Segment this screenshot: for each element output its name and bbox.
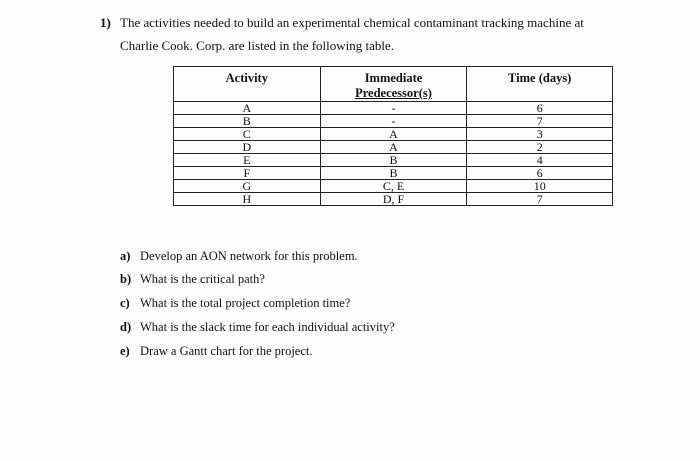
subquestion-a (120, 249, 358, 264)
time-cell: 3 (467, 128, 613, 141)
header-time: Time (days) (467, 67, 613, 102)
table-row (174, 154, 613, 167)
activity-cell: A (174, 102, 321, 115)
table-row (174, 193, 613, 206)
subquestion-c (120, 296, 350, 311)
time-cell: 6 (467, 167, 613, 180)
activities-table (173, 66, 613, 206)
subquestion-label: c) (120, 296, 130, 310)
subquestion-text: Develop an AON network for this problem. (140, 249, 358, 263)
time-cell: 7 (467, 115, 613, 128)
table-header-row (174, 67, 613, 102)
predecessor-cell: D, F (320, 193, 467, 206)
table-row (174, 128, 613, 141)
time-cell: 4 (467, 154, 613, 167)
header-predecessor-line-2: Predecessor(s) (355, 86, 432, 100)
question-number: 1) (100, 15, 111, 30)
predecessor-cell: - (320, 102, 467, 115)
subquestion-d (120, 320, 395, 335)
table-row (174, 141, 613, 154)
predecessor-cell: A (320, 128, 467, 141)
subquestion-text: Draw a Gantt chart for the project. (140, 344, 313, 358)
table-row (174, 180, 613, 193)
subquestion-text: What is the total project completion time? (140, 296, 351, 310)
predecessor-cell: C, E (320, 180, 467, 193)
activity-cell: C (174, 128, 321, 141)
activity-cell: H (174, 193, 321, 206)
table-row (174, 102, 613, 115)
activity-cell: B (174, 115, 321, 128)
activity-cell: D (174, 141, 321, 154)
header-activity: Activity (174, 67, 321, 102)
subquestion-e (120, 344, 313, 359)
activity-cell: E (174, 154, 321, 167)
table-row (174, 115, 613, 128)
subquestion-label: a) (120, 249, 131, 263)
predecessor-cell: - (320, 115, 467, 128)
activity-cell: G (174, 180, 321, 193)
time-cell: 6 (467, 102, 613, 115)
subquestion-text: What is the slack time for each individual activity? (140, 320, 395, 334)
header-predecessor (320, 67, 467, 102)
predecessor-cell: A (320, 141, 467, 154)
subquestion-label: d) (120, 320, 132, 334)
time-cell: 7 (467, 193, 613, 206)
activity-cell: F (174, 167, 321, 180)
subquestion-label: e) (120, 344, 130, 358)
header-predecessor-line-1: Immediate (364, 71, 423, 85)
predecessor-cell: B (320, 154, 467, 167)
subquestion-b (120, 272, 265, 287)
question-text-line-2: Charlie Cook. Corp. are listed in the following table. (120, 38, 395, 53)
time-cell: 2 (467, 141, 613, 154)
table-row (174, 167, 613, 180)
subquestion-text: What is the critical path? (140, 272, 265, 286)
predecessor-cell: B (320, 167, 467, 180)
time-cell: 10 (467, 180, 613, 193)
subquestion-label: b) (120, 272, 132, 286)
question-text-line-1: The activities needed to build an experimental chemical contaminant tracking machine at (120, 15, 584, 30)
